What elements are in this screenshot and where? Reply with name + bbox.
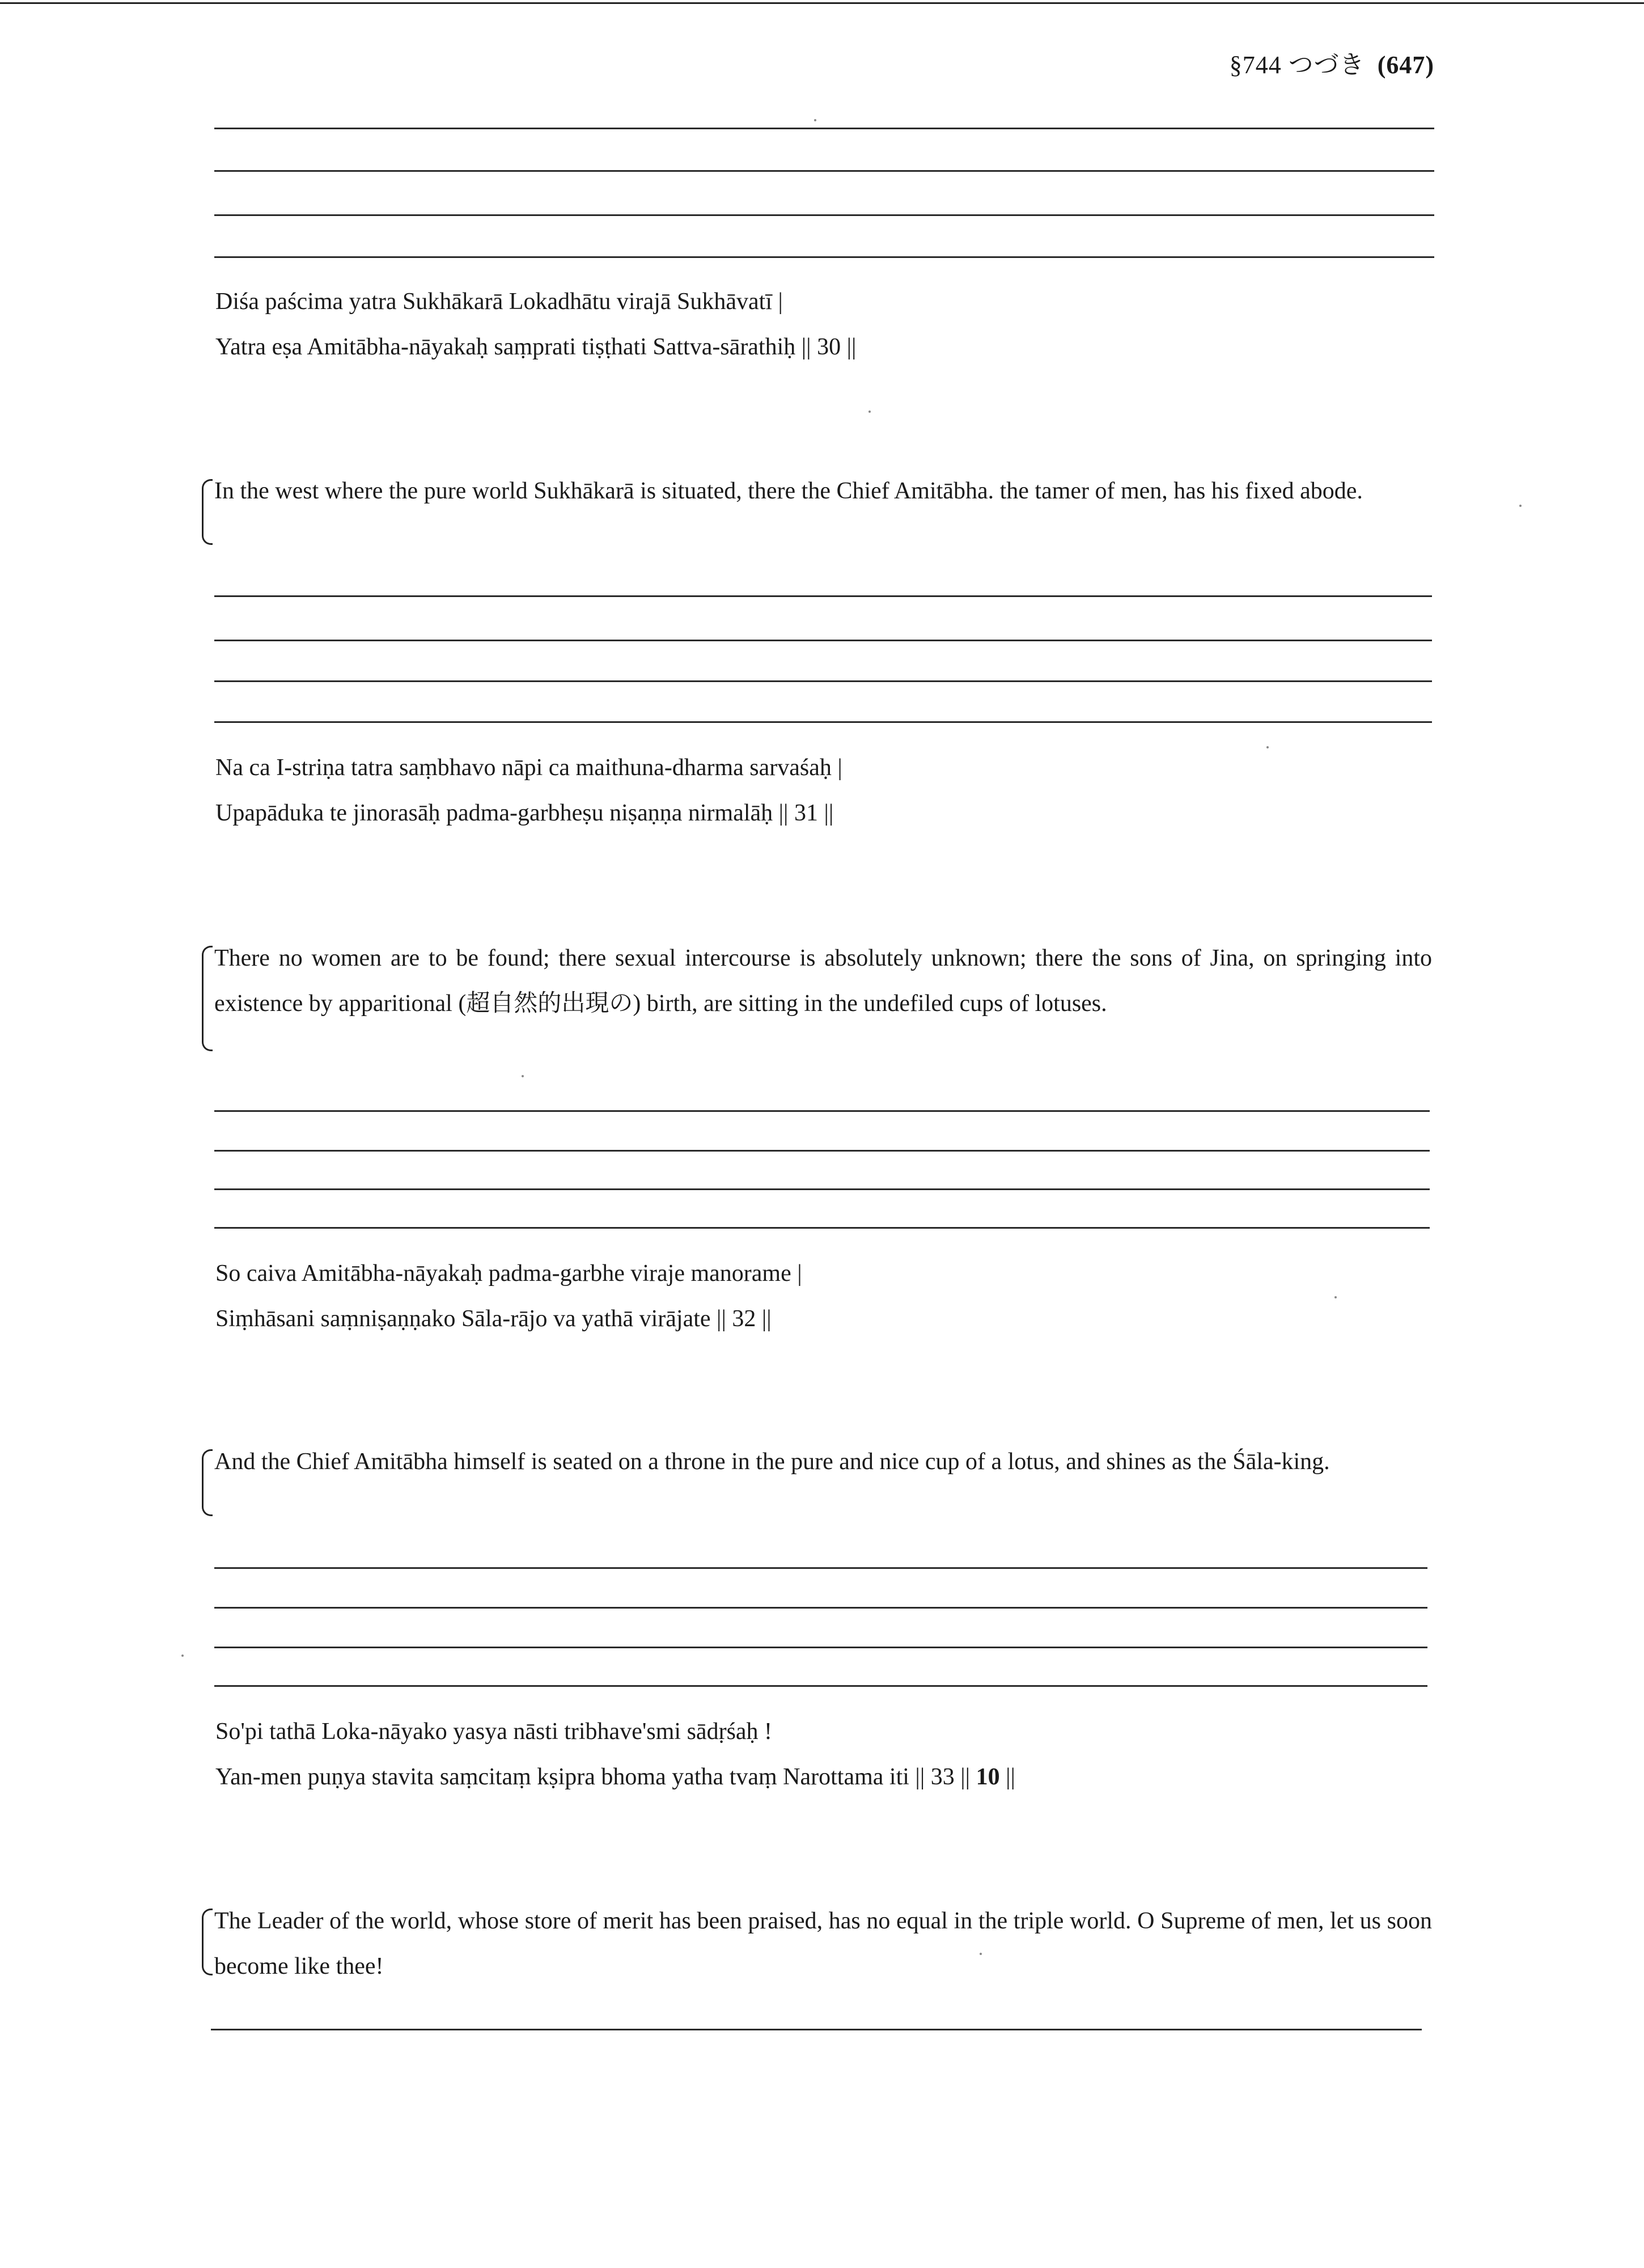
section-reference: §744 つづき bbox=[1229, 51, 1365, 79]
writing-line bbox=[214, 128, 1434, 129]
writing-line bbox=[214, 1150, 1430, 1152]
scan-speck bbox=[1266, 746, 1269, 748]
verse-text: Yan-men puṇya stavita saṃcitaṃ kṣipra bhoma yatha tvaṃ Narottama iti || 33 || bbox=[215, 1764, 976, 1790]
writing-line bbox=[214, 1227, 1430, 1229]
writing-line bbox=[214, 1567, 1427, 1569]
writing-line bbox=[214, 214, 1434, 216]
writing-line bbox=[214, 680, 1432, 682]
verse-line: Upapāduka te jinorasāḥ padma-garbheṣu niṣaṇṇa nirmalāḥ || 31 || bbox=[215, 800, 834, 826]
translation-32: And the Chief Amitābha himself is seated on a throne in the pure and nice cup of a lotus, and shines as the Śāla-king. bbox=[214, 1449, 1330, 1475]
verse-line bbox=[215, 1763, 1015, 1791]
page-header bbox=[1230, 44, 1434, 81]
verse-line: So caiva Amitābha-nāyakaḥ padma-garbhe viraje manorame | bbox=[215, 1260, 802, 1287]
scan-speck bbox=[522, 1075, 524, 1077]
scan-speck bbox=[1519, 505, 1522, 507]
scan-speck bbox=[980, 1953, 982, 1955]
verse-group-number: 10 bbox=[976, 1764, 1000, 1790]
verse-line: Yatra eṣa Amitābha-nāyakaḥ saṃprati tiṣṭhati Sattva-sārathiḥ || 30 || bbox=[215, 334, 857, 360]
writing-line bbox=[214, 256, 1434, 258]
scan-speck bbox=[868, 411, 871, 413]
verse-line: Diśa paścima yatra Sukhākarā Lokadhātu virajā Sukhāvatī | bbox=[215, 289, 783, 315]
translation-bracket bbox=[202, 1449, 213, 1516]
page-number: (647) bbox=[1377, 51, 1434, 79]
scan-speck bbox=[1334, 1296, 1337, 1298]
writing-line bbox=[214, 170, 1434, 172]
writing-line bbox=[214, 1188, 1430, 1190]
page-top-border bbox=[0, 2, 1644, 4]
verse-line: Na ca I-striṇa tatra saṃbhavo nāpi ca maithuna-dharma sarvaśaḥ | bbox=[215, 755, 842, 781]
translation-31: There no women are to be found; there sexual intercourse is absolutely unknown; there the sons of Jina, on springing into existence by apparitional (超自然的出現の) birth, are sitting in the undefiled cups of lotuses. bbox=[214, 945, 1432, 1017]
translation-30: In the west where the pure world Sukhākarā is situated, there the Chief Amitābha. the tamer of men, has his fixed abode. bbox=[214, 478, 1363, 504]
writing-line bbox=[214, 1647, 1427, 1648]
translation-33: The Leader of the world, whose store of merit has been praised, has no equal in the triple world. O Supreme of men, let us soon become like thee! bbox=[214, 1908, 1432, 1979]
writing-line bbox=[214, 595, 1432, 597]
translation-bracket bbox=[202, 479, 213, 545]
verse-line: So'pi tathā Loka-nāyako yasya nāsti tribhave'smi sādṛśaḥ ! bbox=[215, 1719, 773, 1745]
scan-speck bbox=[181, 1655, 184, 1657]
writing-line bbox=[214, 1110, 1430, 1112]
translation-bracket bbox=[202, 946, 213, 1051]
verse-text: || bbox=[999, 1764, 1015, 1790]
writing-line bbox=[214, 640, 1432, 641]
writing-line bbox=[214, 1607, 1427, 1609]
scan-speck bbox=[814, 119, 816, 121]
verse-line: Siṃhāsani saṃniṣaṇṇako Sāla-rājo va yathā virājate || 32 || bbox=[215, 1306, 772, 1332]
writing-line bbox=[214, 721, 1432, 723]
writing-line bbox=[214, 1685, 1427, 1687]
translation-bracket bbox=[202, 1909, 213, 1975]
writing-line bbox=[211, 2029, 1422, 2030]
